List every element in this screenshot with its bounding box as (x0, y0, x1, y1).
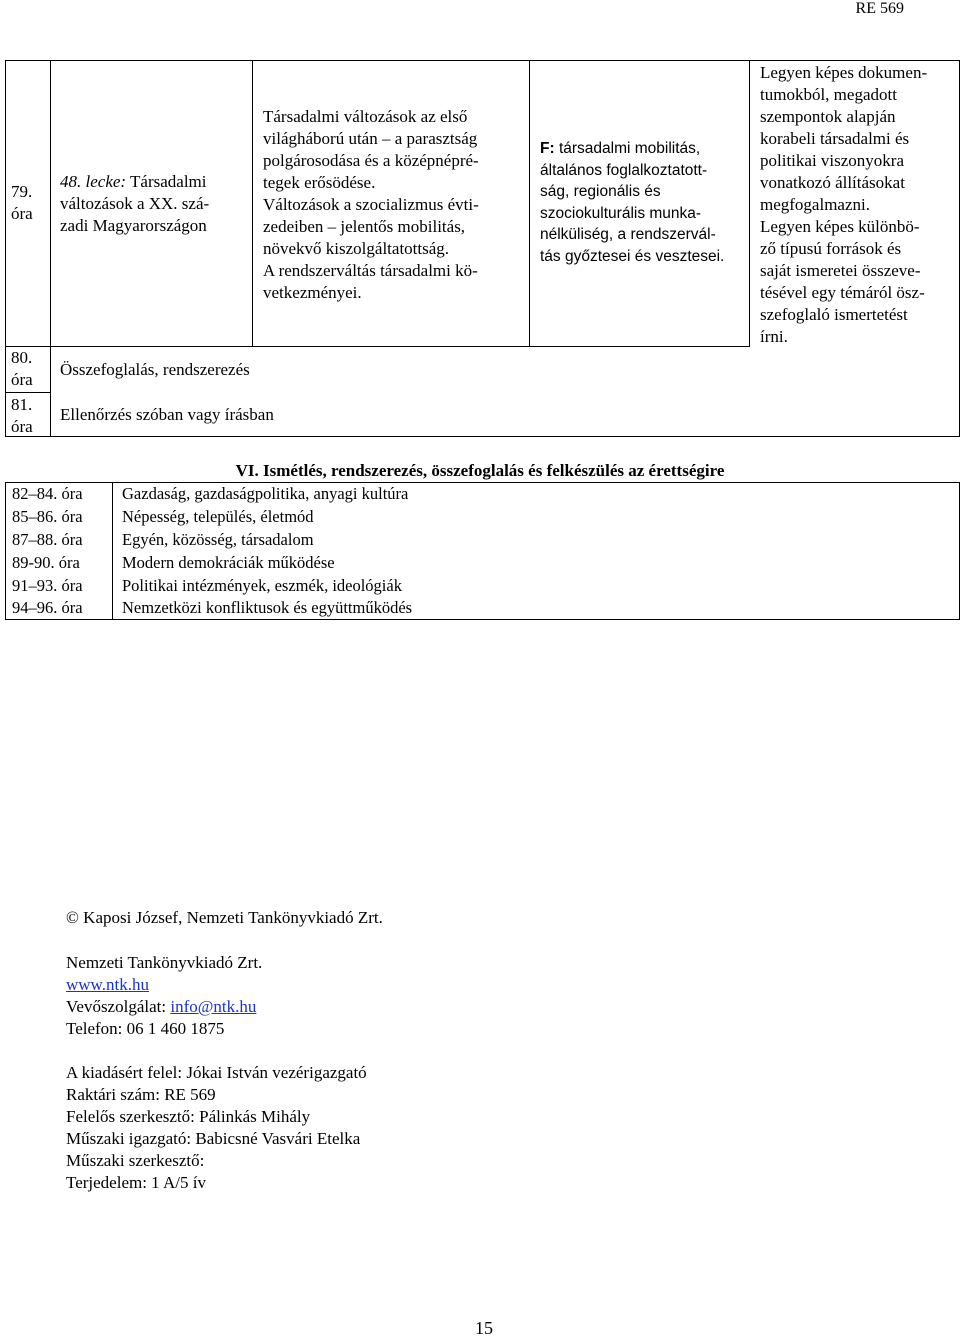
copyright-line: © Kaposi József, Nemzeti Tankönyvkiadó Zrt. (66, 908, 383, 927)
responsible-editor: Felelős szerkesztő: Pálinkás Mihály (66, 1107, 311, 1126)
section-title: VI. Ismétlés, rendszerezés, összefoglalás és felkészülés az érettségire (235, 461, 725, 480)
row-code: 85–86. óra (12, 507, 83, 526)
hour-81: 81. óra (11, 395, 33, 436)
row-topic: Egyén, közösség, társadalom (122, 530, 314, 549)
requirements: Legyen képes dokumen- tumokból, megadott szempontok alapján korabeli társadalmi és politikai viszonyokra vonatkozó állításokat megfogalmazni. Legyen képes különbö- ző típusú források és saját ismeretei összeve- tésével egy témáról ösz- szefoglaló ismertetést írni. (760, 63, 928, 346)
assessment-row: Ellenőrzés szóban vagy írásban (60, 405, 274, 424)
row-topic: Modern demokráciák működése (122, 553, 335, 572)
customer-service: Vevőszolgálat: info@ntk.hu (66, 997, 257, 1016)
responsible-publisher: A kiadásért felel: Jókai István vezérigazgató (66, 1063, 367, 1082)
stock-number: Raktári szám: RE 569 (66, 1085, 216, 1104)
website-link[interactable]: www.ntk.hu (66, 975, 149, 994)
technical-director: Műszaki igazgató: Babicsné Vasvári Etelka (66, 1129, 361, 1148)
document-code: RE 569 (855, 0, 904, 17)
hour-80: 80. óra (11, 348, 33, 389)
concepts-label: F: (540, 140, 555, 157)
lesson-number: 48. lecke: (60, 172, 127, 191)
hour-79: 79. óra (11, 182, 33, 223)
row-code: 87–88. óra (12, 530, 83, 549)
concepts: F: társadalmi mobilitás, általános foglalkoztatott- ság, regionális és szociokulturális munka- nélküliség, a rendszervál- tás győztesei és vesztesei. (540, 140, 725, 265)
technical-editor: Műszaki szerkesztő: (66, 1151, 205, 1170)
page-number: 15 (475, 1318, 493, 1338)
row-topic: Népesség, település, életmód (122, 507, 314, 526)
phone: Telefon: 06 1 460 1875 (66, 1019, 225, 1038)
lesson-content: Társadalmi változások az első világháború után – a parasztság polgárosodása és a középnépré- tegek erősödése. Változások a szocializmus évti- zedeiben – jelentős mobilitás, növekvő kiszolgáltatottság. A rendszerváltás társadalmi kö- vetkezményei. (263, 107, 479, 302)
row-topic: Politikai intézmények, eszmék, ideológiák (122, 576, 402, 595)
row-topic: Nemzetközi konfliktusok és együttműködés (122, 598, 413, 617)
row-code: 89-90. óra (12, 553, 80, 572)
publisher-name: Nemzeti Tankönyvkiadó Zrt. (66, 953, 263, 972)
row-code: 82–84. óra (12, 484, 83, 503)
extent: Terjedelem: 1 A/5 ív (66, 1173, 206, 1192)
summary-row: Összefoglalás, rendszerezés (60, 360, 250, 379)
row-code: 94–96. óra (12, 598, 83, 617)
lesson-title: 48. lecke: Társadalmi változások a XX. szá- zadi Magyarországon (60, 172, 210, 235)
email-link[interactable]: info@ntk.hu (170, 997, 257, 1016)
copyright-icon: © (66, 908, 79, 927)
row-code: 91–93. óra (12, 576, 83, 595)
website-link-row (66, 974, 149, 996)
row-topic: Gazdaság, gazdaságpolitika, anyagi kultúra (122, 484, 409, 503)
